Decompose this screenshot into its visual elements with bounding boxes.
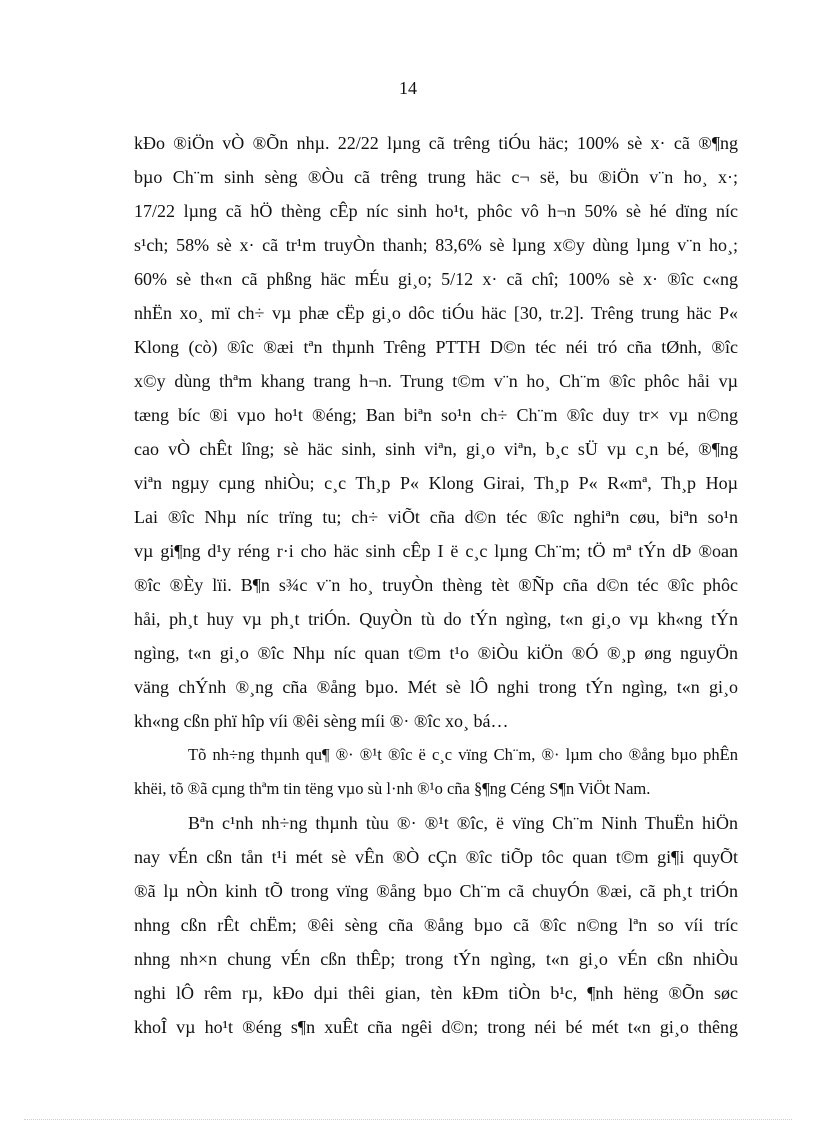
text-line: 17/22 lµng cã hÖ thèng cÊp níc sinh ho¹t, phôc vô h¬n 50% sè hé dïng níc [134, 201, 738, 221]
text-line: nhËn xo¸ mï ch÷ vµ phæ cËp gi¸o dôc tiÓu häc [30, tr.2]. Trêng trung häc P« [134, 303, 738, 323]
text-line: nhng nh×n chung vÉn cßn thÊp; trong tÝn ngìng, t«n gi¸o vÉn cßn nhiÒu [134, 949, 738, 969]
text-line: Lai ®îc Nhµ níc trïng tu; ch÷ viÕt cña d©n téc ®îc nghiªn cøu, biªn so¹n [134, 507, 738, 527]
text-line: khëi, tõ ®ã cµng thªm tin tëng vµo sù l·nh ®¹o cña §¶ng Céng S¶n ViÖt Nam. [134, 779, 651, 798]
text-line: Tõ nh÷ng thµnh qu¶ ®· ®¹t ®îc ë c¸c vïng Ch¨m, ®· lµm cho ®ång bµo phÊn [188, 745, 738, 764]
text-line: Bªn c¹nh nh÷ng thµnh tùu ®· ®¹t ®îc, ë vïng Ch¨m Ninh ThuËn hiÖn [188, 813, 738, 833]
text-line: håi, ph¸t huy vµ ph¸t triÓn. QuyÒn tù do tÝn ngìng, t«n gi¸o vµ kh«ng tÝn [134, 609, 738, 629]
text-line: nay vÉn cßn tån t¹i mét sè vÊn ®Ò cÇn ®îc tiÕp tôc quan t©m gi¶i quyÕt [134, 847, 738, 867]
text-line: nhng cßn rÊt chËm; ®êi sèng cña ®ång bµo cã ®îc n©ng lªn so víi tríc [134, 915, 738, 935]
text-line: kÐo ®iÖn vÒ ®Õn nhµ. 22/22 lµng cã trêng tiÓu häc; 100% sè x· cã ®¶ng [134, 133, 738, 153]
text-line: bµo Ch¨m sinh sèng ®Òu cã trêng trung häc c¬ së, bu ®iÖn v¨n ho¸ x·; [134, 167, 738, 187]
text-line: s¹ch; 58% sè x· cã tr¹m truyÒn thanh; 83,6% sè lµng x©y dùng lµng v¨n ho¸; [134, 235, 738, 255]
text-line: kh«ng cßn phï hîp víi ®êi sèng míi ®· ®îc xo¸ bá… [134, 711, 509, 731]
text-line: vµ gi¶ng d¹y réng r·i cho häc sinh cÊp I ë c¸c lµng Ch¨m; tÖ mª tÝn dÞ ®oan [134, 541, 738, 561]
text-line: cao vÒ chÊt lîng; sè häc sinh, sinh viªn, gi¸o viªn, b¸c sÜ vµ c¸n bé, ®¶ng [134, 439, 738, 459]
text-line: 60% sè th«n cã phßng häc mÉu gi¸o; 5/12 x· cã chî; 100% sè x· ®îc c«ng [134, 269, 738, 289]
body-text [134, 126, 738, 1044]
text-line: väng chÝnh ®¸ng cña ®ång bµo. Mét sè lÔ nghi trong tÝn ngìng, t«n gi¸o [134, 677, 738, 697]
text-line: khoÎ vµ ho¹t ®éng s¶n xuÊt cña ngêi d©n; trong néi bé mét t«n gi¸o thêng [134, 1017, 738, 1037]
text-line: nghi lÔ rêm rµ, kÐo dµi thêi gian, tèn kÐm tiÒn b¹c, ¶nh hëng ®Õn søc [134, 983, 738, 1003]
page-number: 14 [399, 78, 417, 98]
text-line: tæng bíc ®i vµo ho¹t ®éng; Ban biªn so¹n ch÷ Ch¨m ®îc duy tr× vµ n©ng [134, 405, 738, 425]
text-line: ®ã lµ nÒn kinh tÕ trong vïng ®ång bµo Ch¨m cã chuyÓn ®æi, cã ph¸t triÓn [134, 881, 738, 901]
text-line: ngìng, t«n gi¸o ®îc Nhµ níc quan t©m t¹o ®iÒu kiÖn ®Ó ®¸p øng nguyÖn [134, 643, 738, 663]
page-bottom-rule [24, 1119, 792, 1120]
text-line: x©y dùng thªm khang trang h¬n. Trung t©m v¨n ho¸ Ch¨m ®îc phôc håi vµ [134, 371, 738, 391]
text-line: ®îc ®Èy lïi. B¶n s¾c v¨n ho¸ truyÒn thèng tèt ®Ñp cña d©n téc ®îc phôc [134, 575, 738, 595]
text-line: viªn ngµy cµng nhiÒu; c¸c Th¸p P« Klong Girai, Th¸p P« R«mª, Th¸p Hoµ [134, 473, 738, 493]
text-line: Klong (cò) ®îc ®æi tªn thµnh Trêng PTTH D©n téc néi tró cña tØnh, ®îc [134, 337, 738, 357]
